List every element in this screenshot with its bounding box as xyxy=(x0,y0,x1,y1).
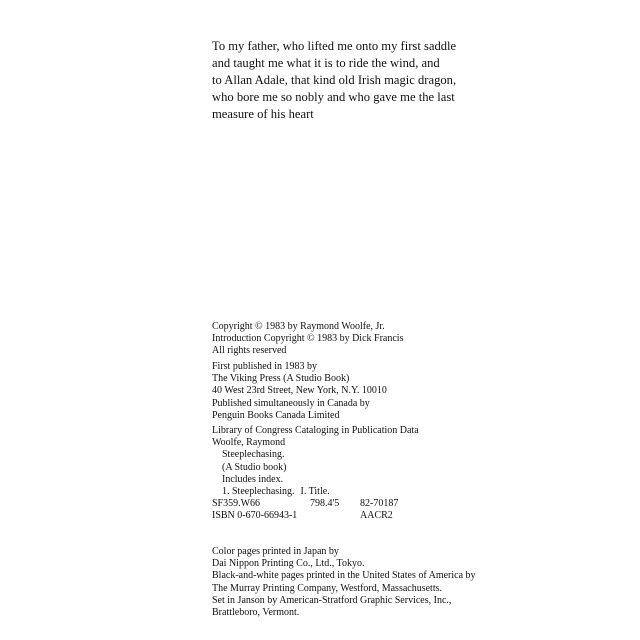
publisher-line: First published in 1983 by xyxy=(212,361,318,372)
dedication-line: measure of his heart xyxy=(212,107,314,121)
copyright-notice xyxy=(212,321,482,358)
cataloging-data xyxy=(212,425,482,523)
printing-line: Brattleboro, Vermont. xyxy=(212,607,300,619)
cataloging-title: Steeplechasing. xyxy=(222,449,285,461)
isbn: ISBN 0-670-66943-1 xyxy=(212,510,298,522)
publisher-line: Published simultaneously in Canada by xyxy=(212,397,370,409)
cataloging-author: Woolfe, Raymond xyxy=(212,437,286,449)
cataloging-index-note: Includes index. xyxy=(222,473,284,485)
publisher-line: Penguin Books Canada Limited xyxy=(212,409,340,421)
publisher-line: The Viking Press (A Studio Book) xyxy=(212,373,350,385)
cataloging-heading: Library of Congress Cataloging in Publication Data xyxy=(212,425,419,436)
publisher-line: 40 West 23rd Street, New York, N.Y. 10010 xyxy=(212,385,387,397)
copyright-line: Introduction Copyright © 1983 by Dick Francis xyxy=(212,333,404,345)
dewey-number: 798.4'5 xyxy=(310,498,340,510)
printing-line: The Murray Printing Company, Westford, Massachusetts. xyxy=(212,582,442,594)
publisher-info xyxy=(212,361,482,422)
cataloging-title-entry: I. Title. xyxy=(300,486,330,498)
printing-line: Set in Janson by American-Stratford Graphic Services, Inc., xyxy=(212,594,452,606)
cataloging-subjects xyxy=(212,486,482,498)
printing-line: Dai Nippon Printing Co., Ltd., Tokyo. xyxy=(212,558,365,570)
copyright-line: Copyright © 1983 by Raymond Woolfe, Jr. xyxy=(212,321,385,332)
dedication-line: and taught me what it is to ride the wind, and xyxy=(212,56,440,70)
call-number: SF359.W66 xyxy=(212,498,261,510)
lccn-number: 82-70187 xyxy=(360,498,399,510)
printing-line: Color pages printed in Japan by xyxy=(212,546,339,557)
dedication-line: to Allan Adale, that kind old Irish magic dragon, xyxy=(212,73,457,87)
cataloging-numbers xyxy=(212,498,482,510)
dedication-line: who bore me so nobly and who gave me the last xyxy=(212,90,455,104)
copyright-line: All rights reserved xyxy=(212,345,287,357)
cataloging-subject: 1. Steeplechasing. xyxy=(222,486,295,498)
dedication xyxy=(212,38,472,123)
printing-info xyxy=(212,546,482,619)
aacr-code: AACR2 xyxy=(360,510,393,522)
cataloging-series: (A Studio book) xyxy=(222,461,287,473)
dedication-line: To my father, who lifted me onto my first saddle xyxy=(212,39,457,53)
printing-line: Black-and-white pages printed in the United States of America by xyxy=(212,570,476,582)
cataloging-isbn-row xyxy=(212,510,482,522)
